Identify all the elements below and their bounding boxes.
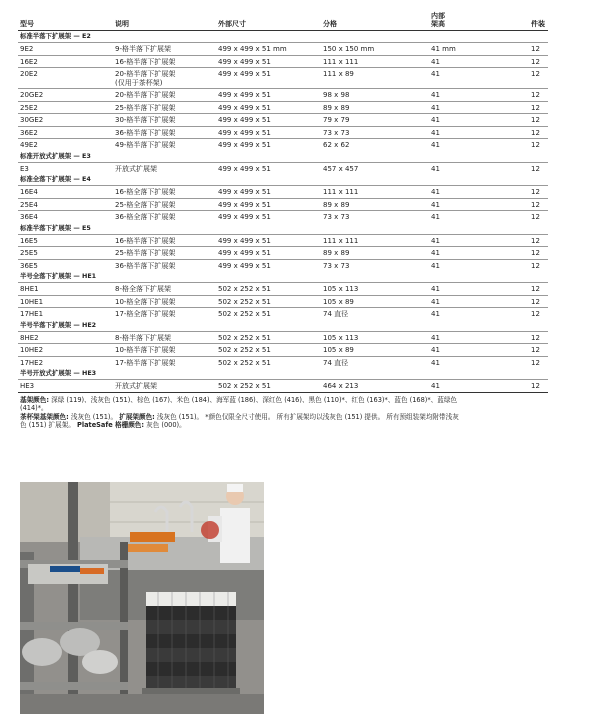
cell-compartments: 73 x 73 (323, 213, 350, 221)
cell-inner-height: 41 (431, 164, 440, 173)
cell-model: 36E4 (20, 213, 38, 221)
cell-outer-size: 499 x 499 x 51 (218, 91, 271, 99)
table-row (18, 88, 548, 101)
cell-inner-height: 41 (431, 358, 440, 367)
cell-outer-size: 499 x 499 x 51 (218, 249, 271, 257)
cell-pieces: 12 (531, 249, 540, 257)
cell-compartments: 150 x 150 mm (323, 45, 375, 53)
table-body (18, 31, 548, 393)
table-row (18, 185, 548, 198)
header-inner-height (431, 12, 445, 28)
color-notes (18, 396, 460, 430)
cell-pieces: 12 (531, 285, 540, 293)
cell-compartments: 89 x 89 (323, 249, 350, 257)
section-title: 标准半落下扩展架 — E2 (20, 32, 91, 40)
table-row (18, 162, 548, 175)
cell-outer-size: 499 x 499 x 51 mm (218, 45, 287, 53)
table-row (18, 246, 548, 259)
cell-model: 10HE2 (20, 346, 44, 354)
cell-pieces: 12 (531, 333, 540, 342)
cell-pieces: 12 (531, 297, 540, 306)
cell-inner-height: 41 (431, 297, 440, 306)
cell-description: 20-格半落下扩展架 (115, 91, 176, 99)
table-header (18, 8, 548, 31)
cell-pieces: 12 (531, 57, 540, 66)
header-outer-size: 外部尺寸 (218, 20, 246, 28)
cell-model: 20GE2 (20, 91, 44, 99)
cell-pieces: 12 (531, 103, 540, 112)
cell-inner-height: 41 (431, 91, 440, 99)
table-row (18, 67, 548, 88)
cell-outer-size: 499 x 499 x 51 (218, 141, 271, 149)
cell-description: 36-格全落下扩展架 (115, 213, 176, 221)
section-title: 半号全落下扩展架 — HE1 (20, 272, 97, 280)
cell-description: 20-格半落下扩展架 (115, 70, 176, 78)
cell-model: 16E2 (20, 57, 38, 66)
cell-outer-size: 499 x 499 x 51 (218, 57, 271, 66)
cell-pieces: 12 (531, 310, 540, 318)
table-row (18, 210, 548, 223)
cup-rack-color-label: 茶杯架基架颜色: (20, 412, 69, 421)
cell-outer-size: 499 x 499 x 51 (218, 164, 271, 173)
cell-inner-height: 41 (431, 236, 440, 245)
cell-inner-height: 41 mm (431, 45, 456, 53)
cell-model: 17HE1 (20, 310, 44, 318)
header-description: 说明 (115, 20, 129, 28)
cell-description: 开放式扩展架 (115, 382, 157, 390)
cell-compartments: 74 直径 (323, 358, 349, 367)
header-inner-height-line2: 架高 (431, 20, 445, 28)
kitchen-photo (20, 482, 264, 714)
cell-pieces: 12 (531, 382, 540, 390)
cell-description: 10-格全落下扩展架 (115, 297, 176, 306)
cell-outer-size: 499 x 499 x 51 (218, 128, 271, 137)
table-row (18, 295, 548, 308)
table-row (18, 138, 548, 151)
cell-inner-height: 41 (431, 200, 440, 209)
cell-inner-height: 41 (431, 57, 440, 66)
cell-outer-size: 502 x 252 x 51 (218, 285, 271, 293)
cell-outer-size: 499 x 499 x 51 (218, 188, 271, 196)
extender-color-label: 扩展架颜色: (119, 412, 155, 421)
cell-compartments: 98 x 98 (323, 91, 350, 99)
cell-pieces: 12 (531, 236, 540, 245)
cell-pieces: 12 (531, 346, 540, 354)
cell-outer-size: 502 x 252 x 51 (218, 297, 271, 306)
cell-inner-height: 41 (431, 249, 440, 257)
cell-pieces: 12 (531, 91, 540, 99)
cell-inner-height: 41 (431, 116, 440, 124)
cell-outer-size: 499 x 499 x 51 (218, 103, 271, 112)
cell-description: 25-格半落下扩展架 (115, 249, 176, 257)
cell-model: 25E5 (20, 249, 38, 257)
table-row (18, 259, 548, 272)
cell-compartments: 62 x 62 (323, 141, 350, 149)
table-row (18, 126, 548, 139)
cell-description: 9-格半落下扩展架 (115, 45, 171, 53)
cell-compartments: 89 x 89 (323, 200, 350, 209)
table-row (18, 113, 548, 126)
header-inner-height-line1: 内部 (431, 12, 445, 20)
cell-outer-size: 502 x 252 x 51 (218, 310, 271, 318)
cell-pieces: 12 (531, 141, 540, 149)
cell-description: 8-格全落下扩展架 (115, 285, 171, 293)
section-title: 标准全落下扩展架 — E4 (20, 175, 91, 183)
cell-model: HE3 (20, 382, 35, 390)
cell-compartments: 74 直径 (323, 310, 349, 318)
cell-inner-height: 41 (431, 261, 440, 270)
header-compartments: 分格 (323, 20, 337, 28)
cell-description: 8-格半落下扩展架 (115, 333, 171, 342)
cell-pieces: 12 (531, 164, 540, 173)
cell-compartments: 79 x 79 (323, 116, 350, 124)
cell-inner-height: 41 (431, 333, 440, 342)
cell-compartments: 111 x 89 (323, 70, 354, 78)
section-title: 标准开放式扩展架 — E3 (20, 151, 91, 160)
table-row (18, 356, 548, 369)
table-row (18, 307, 548, 320)
cell-compartments: 111 x 111 (323, 188, 359, 196)
cell-description: 17-格全落下扩展架 (115, 310, 176, 318)
cell-inner-height: 41 (431, 346, 440, 354)
header-pieces: 件装 (531, 20, 545, 28)
cell-pieces: 12 (531, 116, 540, 124)
table-row (18, 282, 548, 295)
product-spec-table (18, 8, 548, 430)
table-row (18, 198, 548, 211)
cell-model: E3 (20, 164, 29, 173)
cell-pieces: 12 (531, 261, 540, 270)
table-row (18, 234, 548, 247)
cell-outer-size: 499 x 499 x 51 (218, 200, 271, 209)
cell-inner-height: 41 (431, 188, 440, 196)
cell-model: 36E5 (20, 261, 38, 270)
table-row (18, 379, 548, 393)
cell-model: 8HE1 (20, 285, 39, 293)
cell-inner-height: 41 (431, 141, 440, 149)
cell-description: 36-格半落下扩展架 (115, 128, 176, 137)
cell-pieces: 12 (531, 200, 540, 209)
cell-compartments: 457 x 457 (323, 164, 359, 173)
cell-outer-size: 502 x 252 x 51 (218, 358, 271, 367)
cell-compartments: 105 x 89 (323, 346, 354, 354)
header-model: 型号 (20, 20, 34, 28)
cell-outer-size: 499 x 499 x 51 (218, 116, 271, 124)
cell-compartments: 105 x 113 (323, 333, 359, 342)
cell-model: 36E2 (20, 128, 38, 137)
cell-compartments: 73 x 73 (323, 128, 350, 137)
cell-pieces: 12 (531, 70, 540, 78)
cell-model: 16E4 (20, 188, 38, 196)
cell-compartments: 105 x 89 (323, 297, 354, 306)
platesafe-color-label: PlateSafe 格栅颜色: (77, 421, 145, 430)
cell-inner-height: 41 (431, 310, 440, 318)
cell-model: 16E5 (20, 236, 38, 245)
cell-compartments: 73 x 73 (323, 261, 350, 270)
table-row (18, 42, 548, 55)
table-row (18, 55, 548, 68)
cell-description: 开放式扩展架 (115, 164, 157, 173)
cell-outer-size: 502 x 252 x 51 (218, 382, 271, 390)
cell-model: 20E2 (20, 70, 38, 78)
base-color-label: 基架颜色: (20, 395, 50, 404)
cell-model: 17HE2 (20, 358, 44, 367)
cell-outer-size: 499 x 499 x 51 (218, 236, 271, 245)
kitchen-scene-illustration (20, 482, 264, 714)
table-row (18, 343, 548, 356)
cell-outer-size: 499 x 499 x 51 (218, 261, 271, 270)
cell-description: 36-格半落下扩展架 (115, 261, 176, 270)
cell-model: 25E2 (20, 103, 38, 112)
cell-pieces: 12 (531, 188, 540, 196)
cell-inner-height: 41 (431, 213, 440, 221)
cell-model: 30GE2 (20, 116, 44, 124)
extender-color-text: 浅灰色 (151)。 *颜色仅限全尺寸使用。 所有扩展架均以浅灰色 (151) 提供。 所有预组装架均附带浅灰色 (151) 扩展架。 (20, 412, 459, 430)
cell-outer-size: 499 x 499 x 51 (218, 70, 271, 78)
cell-description: 25-格全落下扩展架 (115, 200, 176, 209)
cell-description: 16-格半落下扩展架 (115, 236, 176, 245)
cell-inner-height: 41 (431, 382, 440, 390)
cell-model: 9E2 (20, 45, 34, 53)
cell-outer-size: 502 x 252 x 51 (218, 346, 271, 354)
cell-pieces: 12 (531, 45, 540, 53)
cell-model: 49E2 (20, 141, 38, 149)
cell-description: 17-格半落下扩展架 (115, 358, 176, 367)
base-color-text: 深绿 (119)、浅灰色 (151)、棕色 (167)、米色 (184)、海军蓝 (186)、深红色 (416)、黑色 (110)*、红色 (163)*、蓝色 (168)*、蓝绿色 (414)*。 (20, 395, 458, 413)
cell-compartments: 111 x 111 (323, 57, 359, 66)
cell-description-note: (仅用于茶杯架) (115, 79, 163, 87)
cell-description: 16-格全落下扩展架 (115, 188, 176, 196)
cup-rack-color-text: 浅灰色 (151)。 (68, 412, 120, 421)
cell-pieces: 12 (531, 358, 540, 367)
section-title: 半号半落下扩展架 — HE2 (20, 320, 97, 329)
cell-compartments: 464 x 213 (323, 382, 359, 390)
cell-description: 30-格半落下扩展架 (115, 116, 176, 124)
section-title: 半号开放式扩展架 — HE3 (20, 369, 97, 377)
cell-inner-height: 41 (431, 285, 440, 293)
table-row (18, 331, 548, 344)
platesafe-color-text: 灰色 (000)。 (144, 421, 186, 430)
cell-description: 16-格半落下扩展架 (115, 57, 176, 66)
cell-compartments: 111 x 111 (323, 236, 359, 245)
cell-description: 25-格半落下扩展架 (115, 103, 176, 112)
section-title: 标准半落下扩展架 — E5 (20, 223, 91, 232)
cell-description: 10-格半落下扩展架 (115, 346, 176, 354)
cell-model: 8HE2 (20, 333, 39, 342)
cell-model: 25E4 (20, 200, 38, 209)
cell-pieces: 12 (531, 213, 540, 221)
cell-outer-size: 499 x 499 x 51 (218, 213, 271, 221)
cell-inner-height: 41 (431, 128, 440, 137)
cell-inner-height: 41 (431, 103, 440, 112)
cell-description: 49-格半落下扩展架 (115, 141, 176, 149)
cell-compartments: 105 x 113 (323, 285, 359, 293)
cell-pieces: 12 (531, 128, 540, 137)
table-row (18, 101, 548, 114)
cell-model: 10HE1 (20, 297, 44, 306)
cell-inner-height: 41 (431, 70, 440, 78)
cell-outer-size: 502 x 252 x 51 (218, 333, 271, 342)
cell-compartments: 89 x 89 (323, 103, 350, 112)
